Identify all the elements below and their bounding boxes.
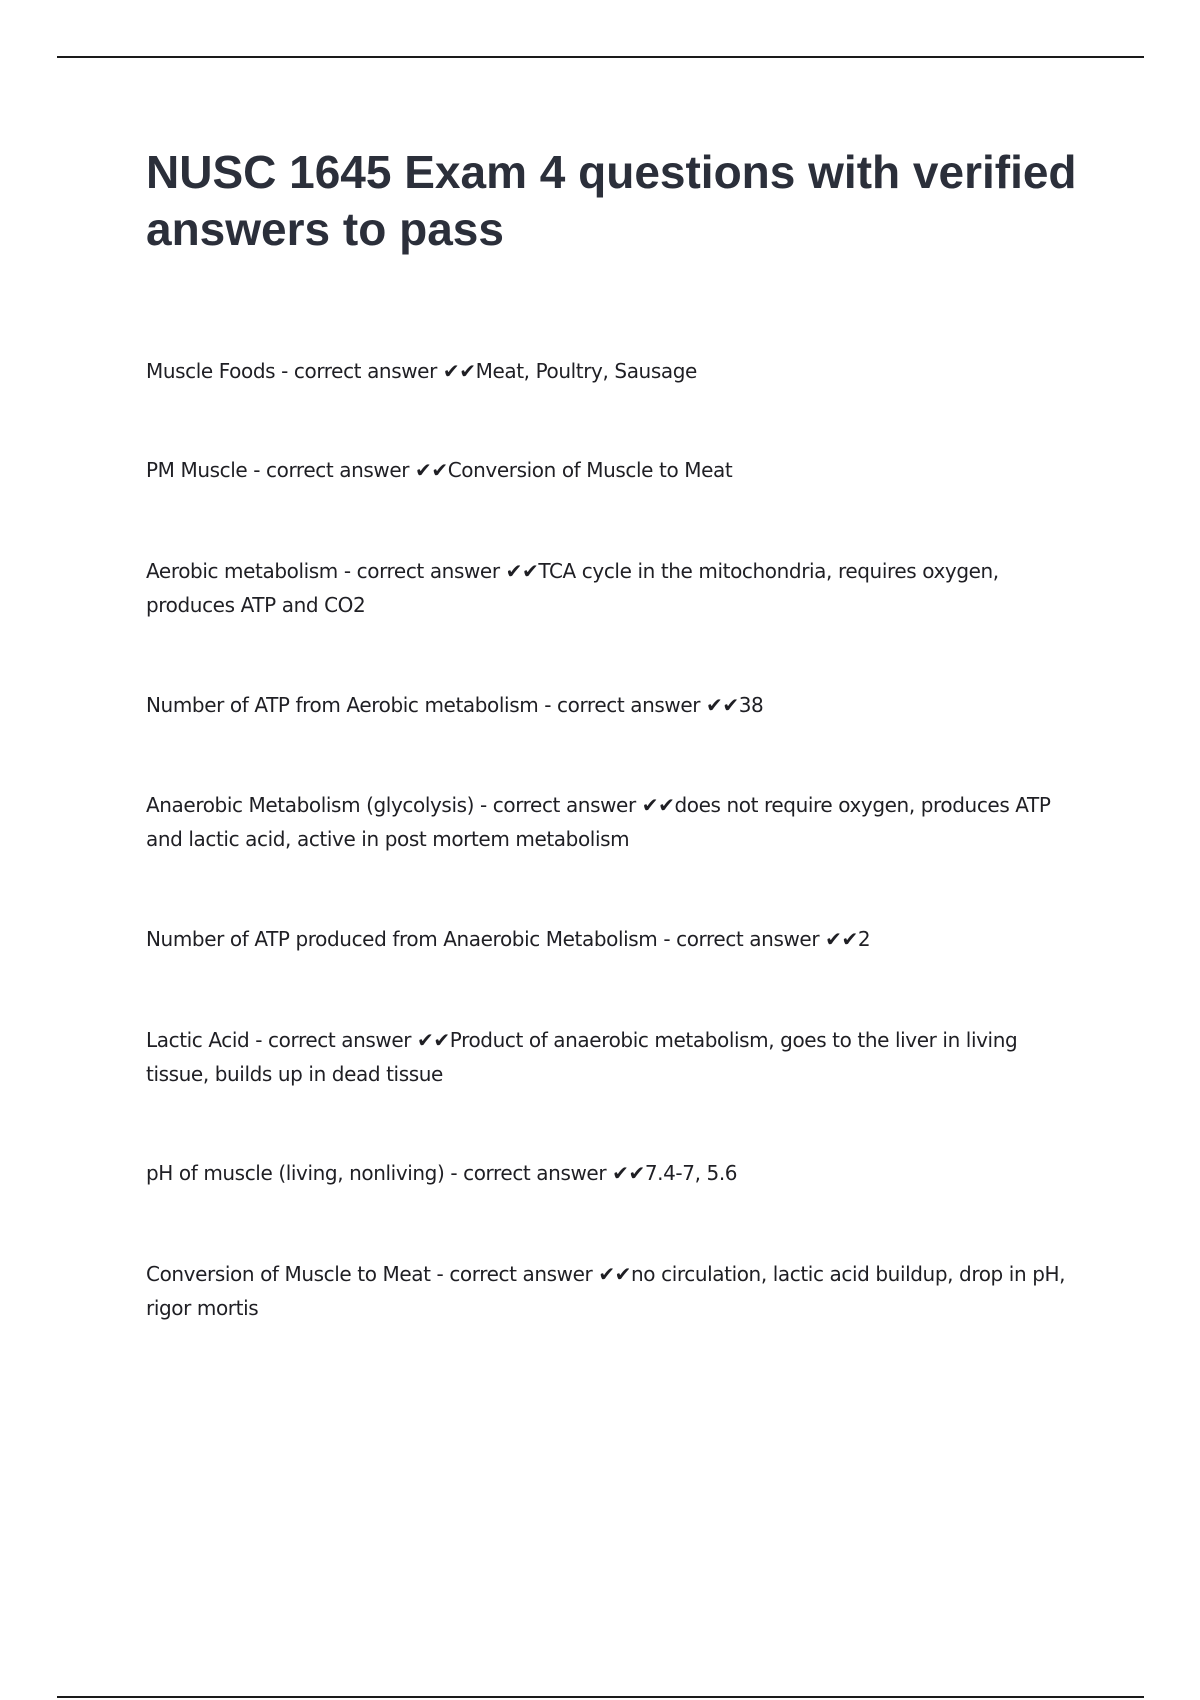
check-icon: ✔✔	[417, 1028, 450, 1052]
qa-answer: 2	[857, 927, 871, 951]
qa-term: Aerobic metabolism	[146, 559, 338, 583]
qa-item	[146, 688, 1086, 722]
qa-answer: Meat, Poultry, Sausage	[475, 359, 697, 383]
qa-separator: - correct answer	[275, 359, 443, 383]
qa-answer: no circulation, lactic acid buildup, drop in pH, rigor mortis	[146, 1262, 1066, 1320]
check-icon: ✔✔	[641, 793, 675, 817]
qa-answer: 38	[738, 693, 764, 717]
qa-item	[146, 1023, 1086, 1091]
qa-separator: - correct answer	[430, 1262, 599, 1286]
qa-term: PM Muscle	[146, 458, 248, 482]
top-divider	[57, 56, 1144, 58]
page-title: NUSC 1645 Exam 4 questions with verified answers to pass	[146, 146, 1077, 255]
qa-term: pH of muscle (living, nonliving)	[146, 1161, 445, 1185]
qa-answer: Product of anaerobic metabolism, goes to the liver in living tissue, builds up in dead tissue	[146, 1028, 1018, 1086]
qa-separator: - correct answer	[337, 559, 506, 583]
qa-item	[146, 922, 1086, 956]
qa-term: Number of ATP produced from Anaerobic Metabolism	[146, 927, 658, 951]
qa-item	[146, 1257, 1086, 1325]
qa-item	[146, 788, 1086, 856]
qa-item	[146, 1156, 1086, 1190]
qa-term: Lactic Acid	[146, 1028, 250, 1052]
qa-separator: - correct answer	[474, 793, 642, 817]
qa-separator: - correct answer	[657, 927, 826, 951]
qa-answer: 7.4-7, 5.6	[644, 1161, 738, 1185]
check-icon: ✔✔	[442, 359, 476, 383]
qa-item	[146, 554, 1086, 622]
check-icon: ✔✔	[612, 1161, 645, 1185]
qa-term: Conversion of Muscle to Meat	[146, 1262, 431, 1286]
bottom-divider	[57, 1696, 1144, 1698]
qa-term: Number of ATP from Aerobic metabolism	[146, 693, 539, 717]
qa-separator: - correct answer	[538, 693, 707, 717]
qa-answer: Conversion of Muscle to Meat	[447, 458, 733, 482]
qa-term: Anaerobic Metabolism (glycolysis)	[146, 793, 475, 817]
check-icon: ✔✔	[505, 559, 539, 583]
qa-separator: - correct answer	[247, 458, 416, 482]
qa-term: Muscle Foods	[146, 359, 276, 383]
check-icon: ✔✔	[598, 1262, 632, 1286]
qa-item	[146, 354, 1086, 388]
check-icon: ✔✔	[825, 927, 858, 951]
qa-answer: does not require oxygen, produces ATP and lactic acid, active in post mortem metabolism	[146, 793, 1051, 851]
check-icon: ✔✔	[706, 693, 739, 717]
qa-separator: - correct answer	[444, 1161, 613, 1185]
check-icon: ✔✔	[415, 458, 448, 482]
qa-answer: TCA cycle in the mitochondria, requires oxygen, produces ATP and CO2	[146, 559, 999, 617]
document-body	[146, 144, 1086, 1320]
qa-separator: - correct answer	[249, 1028, 418, 1052]
qa-item	[146, 453, 1086, 487]
